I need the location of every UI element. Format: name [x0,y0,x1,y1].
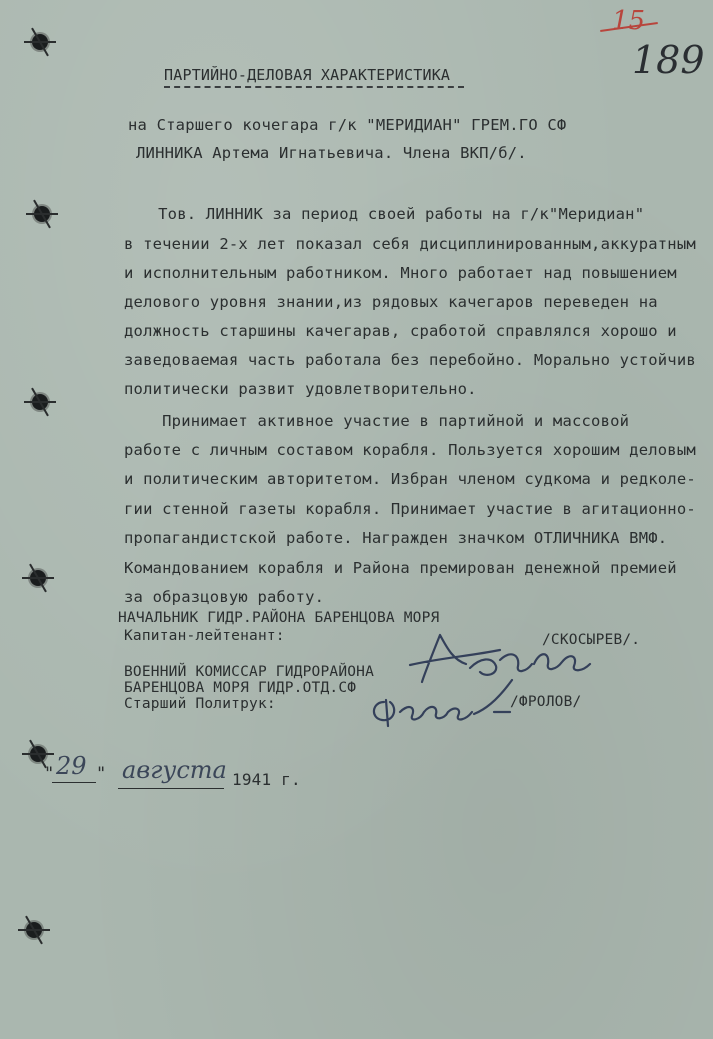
body-line: и политическим авторитетом. Избран членом судкома и редколе- [124,470,696,488]
body-line: пропагандистской работе. Награжден значком ОТЛИЧНИКА ВМФ. [124,529,668,547]
handwritten-signature-2 [364,672,524,732]
document-title: ПАРТИЙНО-ДЕЛОВАЯ ХАРАКТЕРИСТИКА [164,66,451,84]
signature-block-1-rank: Капитан-лейтенант: [124,628,285,644]
date-month-underline [118,788,224,789]
archive-number-struck: 15 [612,6,646,36]
title-underline [164,86,464,88]
date-close-quote: " [96,764,107,784]
punch-hole-2 [34,206,50,222]
signature-block-2-rank: Старший Политрук: [124,696,276,712]
body-line: в течении 2-х лет показал себя дисциплинированным,аккуратным [124,235,696,253]
date-month: августа [122,756,227,784]
date-day: 29 [56,752,87,780]
punch-hole-4 [30,570,46,586]
signature-block-1-title: НАЧАЛЬНИК ГИДР.РАЙОНА БАРЕНЦОВА МОРЯ [118,610,440,626]
body-line: гии стенной газеты корабля. Принимает участие в агитационно- [124,500,696,518]
body-line: работе с личным составом корабля. Пользуется хорошим деловым [124,441,696,459]
punch-hole-1 [32,34,48,50]
punch-hole-6 [26,922,42,938]
body-line: и исполнительным работником. Много работает над повышением [124,264,677,282]
signature-block-1-name: /СКОСЫРЕВ/. [542,632,641,648]
body-line: Командованием корабля и Района премирован денежной премией [124,559,677,577]
date-year: 1941 г. [232,770,301,789]
body-line: делового уровня знании,из рядовых качегаров переведен на [124,293,658,311]
signature-block-2-unit: БАРЕНЦОВА МОРЯ ГИДР.ОТД.СФ [124,680,357,696]
date-day-underline [52,782,96,783]
body-line: Тов. ЛИННИК за период своей работы на г/к"Меридиан" [120,205,645,223]
body-line: заведоваемая часть работала без перебойно. Морально устойчив [124,351,696,369]
archive-number: 189 [632,38,705,82]
signature-block-2-title: ВОЕННИЙ КОМИССАР ГИДРОРАЙОНА [124,664,375,680]
punch-hole-5 [30,746,46,762]
subject-line-1: на Старшего кочегара г/к "МЕРИДИАН" ГРЕМ.ГО СФ [128,116,567,134]
body-line: должность старшины качегарав, сработой справлялся хорошо и [124,322,677,340]
punch-hole-3 [32,394,48,410]
signature-block-2-name: /ФРОЛОВ/ [510,694,582,710]
body-line: политически развит удовлетворительно. [124,380,477,398]
subject-line-2: ЛИННИКА Артема Игнатьевича. Члена ВКП/б/. [136,144,527,162]
body-line: Принимает активное участие в партийной и массовой [124,412,630,430]
body-line: за образцовую работу. [124,588,325,606]
date-open-quote: " [44,764,55,784]
